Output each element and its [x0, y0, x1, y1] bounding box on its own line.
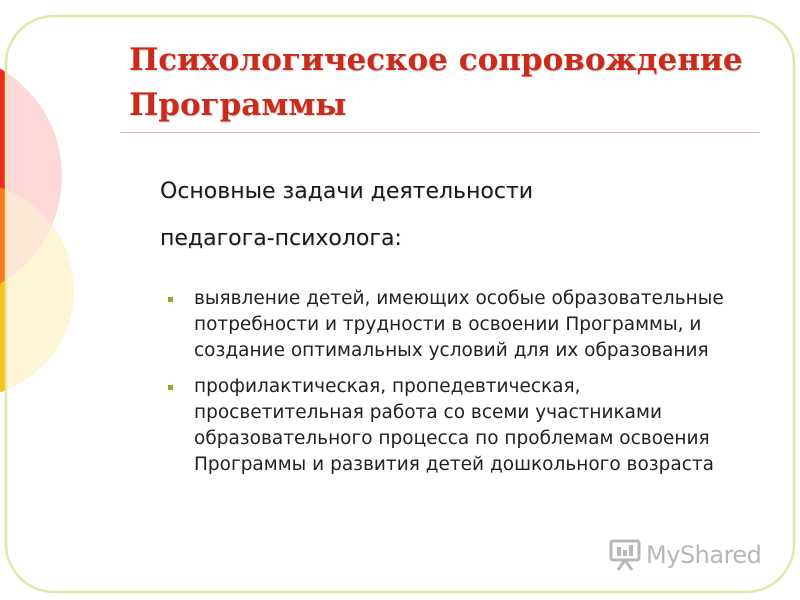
- task-item: [166, 374, 756, 478]
- task-text: выявление детей, имеющих особые образовательные потребности и трудности в освоении Программы, и создание оптимальных условий для их образования: [194, 288, 724, 361]
- task-list: [166, 286, 756, 488]
- task-item: [166, 286, 756, 364]
- myshared-watermark: [608, 538, 761, 572]
- title-divider: [120, 132, 760, 133]
- presentation-board-icon: [608, 539, 642, 571]
- watermark-text: MyShared: [646, 541, 762, 569]
- slide-title: Психологическое сопровождение Программы: [129, 42, 743, 123]
- bullet-square-icon: [168, 297, 173, 302]
- bullet-square-icon: [168, 385, 173, 390]
- slide-subtitle: Основные задачи деятельности педагога-психолога:: [160, 179, 534, 251]
- task-text: профилактическая, пропедевтическая, просветительная работа со всеми участниками образовательного процесса по проблемам освоения Программы и развития детей дошкольного возраста: [194, 376, 714, 475]
